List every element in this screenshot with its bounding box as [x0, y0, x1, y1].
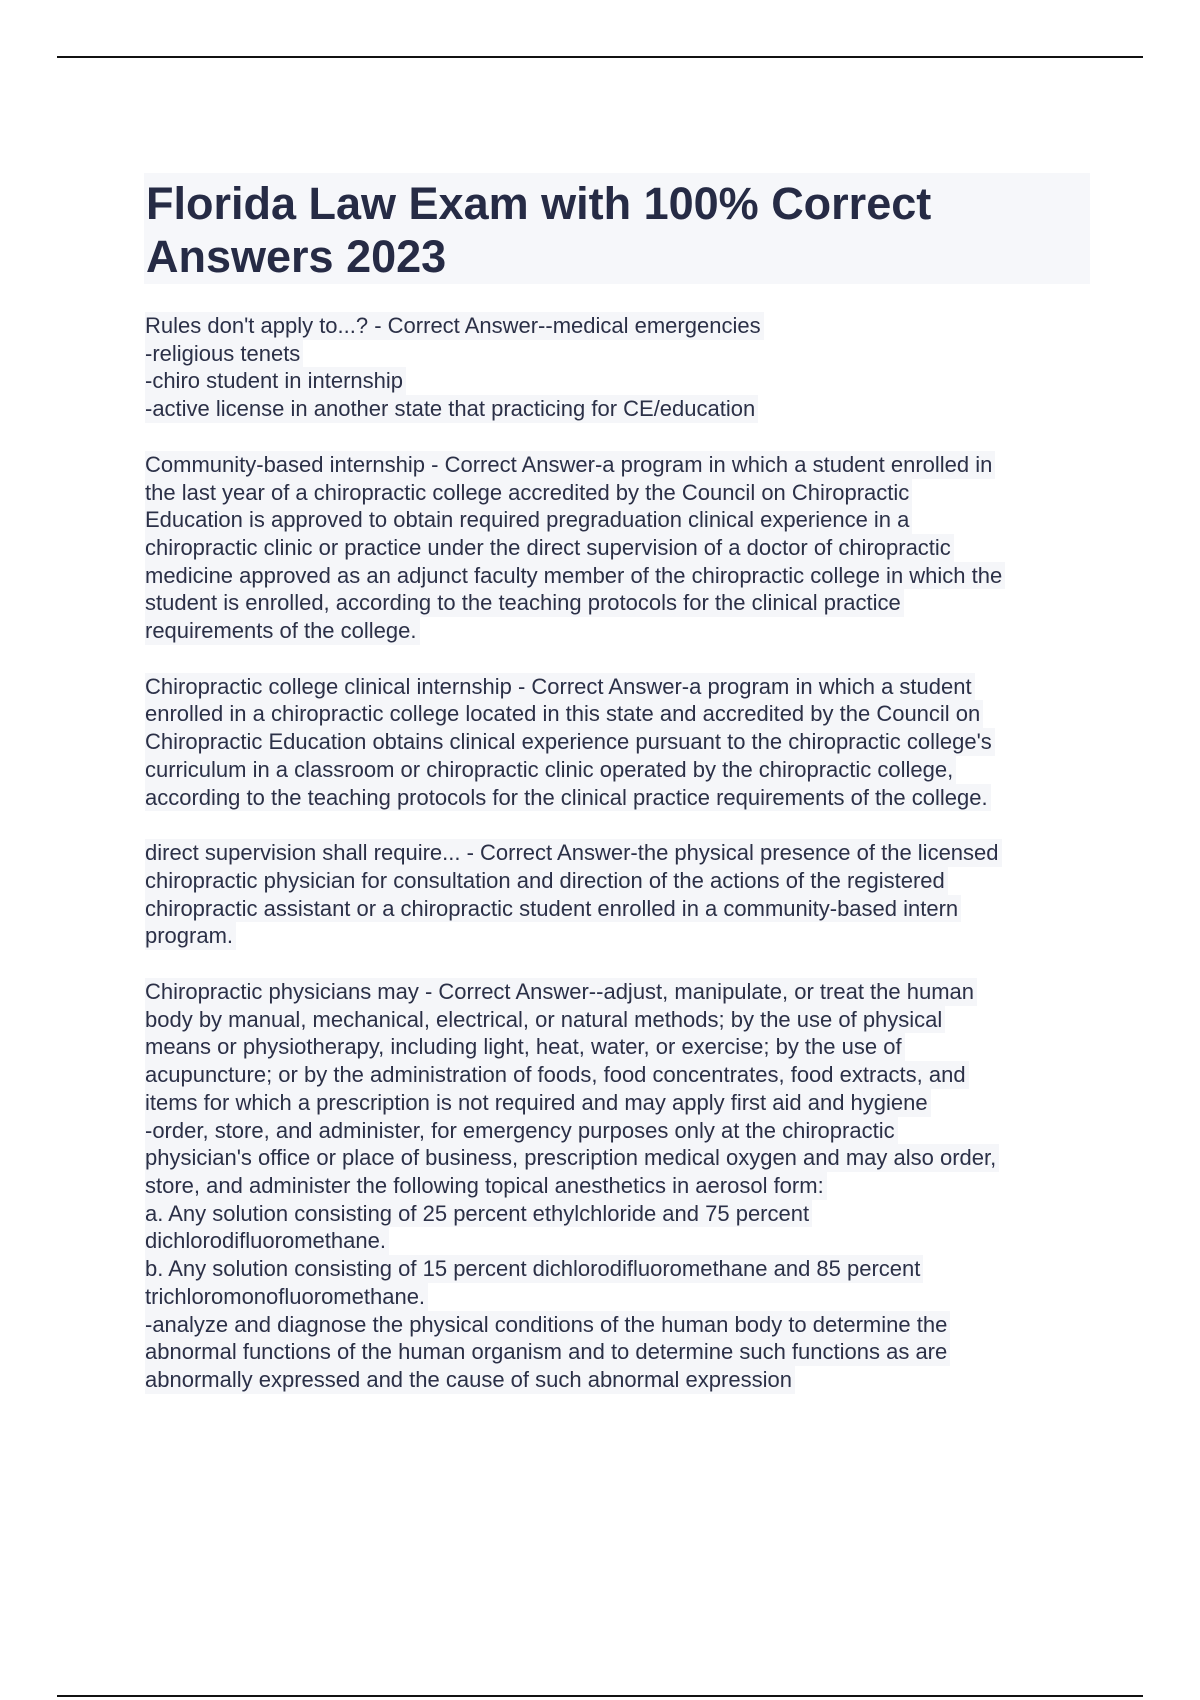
text-line: -order, store, and administer, for emergency purposes only at the chiropractic	[145, 1117, 898, 1145]
text-line: -religious tenets	[145, 340, 303, 368]
page-title-line-2: Answers 2023	[146, 231, 447, 282]
text-line: -active license in another state that practicing for CE/education	[145, 395, 758, 423]
text-line: a. Any solution consisting of 25 percent ethylchloride and 75 percent	[145, 1200, 812, 1228]
qa-entry-rules-dont-apply	[145, 312, 1105, 423]
qa-entry-college-clinical-internship	[145, 673, 1105, 812]
text-line: b. Any solution consisting of 15 percent dichlorodifluoromethane and 85 percent	[145, 1255, 923, 1283]
qa-entry-chiropractic-physicians-may	[145, 978, 1105, 1394]
page-title-line-1: Florida Law Exam with 100% Correct	[146, 178, 932, 229]
text-line: curriculum in a classroom or chiropractic clinic operated by the chiropractic college,	[145, 756, 956, 784]
text-line: abnormally expressed and the cause of such abnormal expression	[145, 1366, 795, 1394]
text-line: program.	[145, 922, 236, 950]
text-line: acupuncture; or by the administration of foods, food concentrates, food extracts, and	[145, 1061, 969, 1089]
text-line: Rules don't apply to...? - Correct Answer--medical emergencies	[145, 312, 764, 340]
text-line: Chiropractic Education obtains clinical experience pursuant to the chiropractic college's	[145, 728, 995, 756]
text-line: trichloromonofluoromethane.	[145, 1283, 428, 1311]
text-line: items for which a prescription is not required and may apply first aid and hygiene	[145, 1089, 931, 1117]
qa-entry-community-based-internship	[145, 451, 1105, 645]
text-line: direct supervision shall require... - Correct Answer-the physical presence of the licensed	[145, 839, 1002, 867]
text-line: requirements of the college.	[145, 617, 420, 645]
text-line: according to the teaching protocols for the clinical practice requirements of the college.	[145, 784, 991, 812]
page-top-rule	[57, 56, 1143, 58]
page-bottom-rule	[57, 1695, 1143, 1697]
text-line: Chiropractic physicians may - Correct Answer--adjust, manipulate, or treat the human	[145, 978, 977, 1006]
text-line: enrolled in a chiropractic college located in this state and accredited by the Council on	[145, 700, 983, 728]
text-line: -chiro student in internship	[145, 367, 406, 395]
title-block	[144, 173, 1090, 284]
text-line: abnormal functions of the human organism and to determine such functions as are	[145, 1338, 950, 1366]
text-line: chiropractic assistant or a chiropractic student enrolled in a community-based intern	[145, 895, 961, 923]
text-line: the last year of a chiropractic college accredited by the Council on Chiropractic	[145, 479, 912, 507]
text-line: -analyze and diagnose the physical conditions of the human body to determine the	[145, 1311, 950, 1339]
text-line: chiropractic physician for consultation and direction of the actions of the registered	[145, 867, 948, 895]
qa-entry-direct-supervision	[145, 839, 1105, 950]
text-line: means or physiotherapy, including light, heat, water, or exercise; by the use of	[145, 1033, 905, 1061]
text-line: store, and administer the following topical anesthetics in aerosol form:	[145, 1172, 827, 1200]
text-line: chiropractic clinic or practice under the direct supervision of a doctor of chiropractic	[145, 534, 954, 562]
text-line: dichlorodifluoromethane.	[145, 1227, 389, 1255]
text-line: physician's office or place of business, prescription medical oxygen and may also order,	[145, 1144, 999, 1172]
text-line: Chiropractic college clinical internship - Correct Answer-a program in which a student	[145, 673, 975, 701]
text-line: Education is approved to obtain required pregraduation clinical experience in a	[145, 506, 912, 534]
document-body	[145, 312, 1105, 1422]
text-line: medicine approved as an adjunct faculty member of the chiropractic college in which the	[145, 562, 1005, 590]
text-line: student is enrolled, according to the teaching protocols for the clinical practice	[145, 589, 904, 617]
text-line: body by manual, mechanical, electrical, or natural methods; by the use of physical	[145, 1006, 945, 1034]
page-title	[146, 177, 1088, 283]
text-line: Community-based internship - Correct Answer-a program in which a student enrolled in	[145, 451, 995, 479]
